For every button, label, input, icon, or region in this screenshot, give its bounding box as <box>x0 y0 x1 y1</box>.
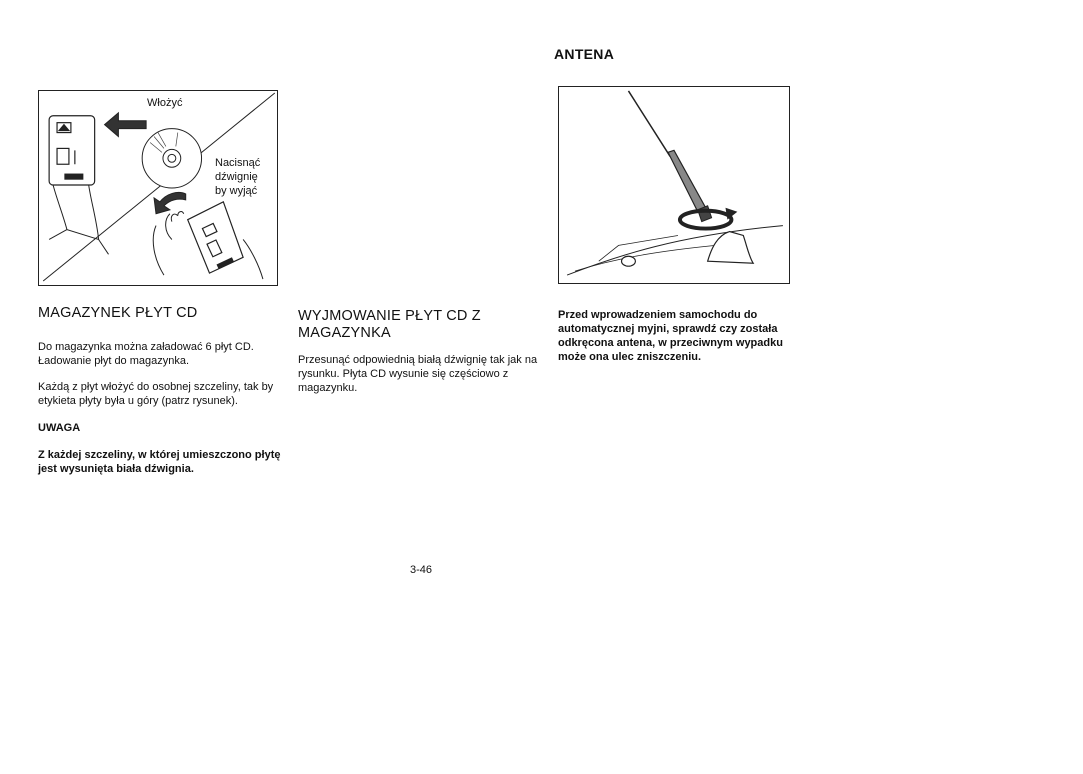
section-title-antenna: ANTENA <box>554 46 615 62</box>
paragraph-cd-insert: Każdą z płyt włożyć do osobnej szczeliny, tak by etykieta płyty była u góry (patrz rysunek). <box>38 381 274 407</box>
paragraph-cd-capacity: Do magazynka można załadować 6 płyt CD. Ładowanie płyt do magazynka. <box>38 341 254 367</box>
antenna-illustration <box>559 87 789 283</box>
note-label: UWAGA <box>38 422 81 434</box>
figure-cd-magazine <box>38 90 278 286</box>
heading-cd-magazine: MAGAZYNEK PŁYT CD <box>38 305 198 321</box>
page-number: 3-46 <box>410 564 433 576</box>
arrow-left-icon <box>105 113 147 137</box>
antenna-warning: Przed wprowadzeniem samochodu do automatycznej myjni, sprawdź czy została odkręcona antena, w przeciwnym wypadku może ona ulec zniszczeniu. <box>558 309 783 363</box>
figure-label-remove: by wyjąć <box>215 185 258 197</box>
cd-magazine-icon <box>49 116 95 185</box>
cd-magazine-hands-icon <box>188 202 243 273</box>
curved-arrow-icon <box>154 192 186 213</box>
cd-disc-icon <box>142 129 201 188</box>
heading-remove-cd: WYJMOWANIE PŁYT CD Z MAGAZYNKA <box>298 308 481 341</box>
antenna-icon <box>628 91 711 222</box>
figure-label-lever: dźwignię <box>215 171 258 183</box>
figure-label-press: Nacisnąć <box>215 157 261 169</box>
figure-antenna <box>558 86 790 284</box>
figure-label-insert: Włożyć <box>147 97 183 109</box>
paragraph-remove-cd: Przesunąć odpowiednią białą dźwignię tak jak na rysunku. Płyta CD wysunie się częściowo z magazynku. <box>298 354 538 394</box>
note-text: Z każdej szczeliny, w której umieszczono płytę jest wysunięta biała dźwignia. <box>38 449 281 475</box>
